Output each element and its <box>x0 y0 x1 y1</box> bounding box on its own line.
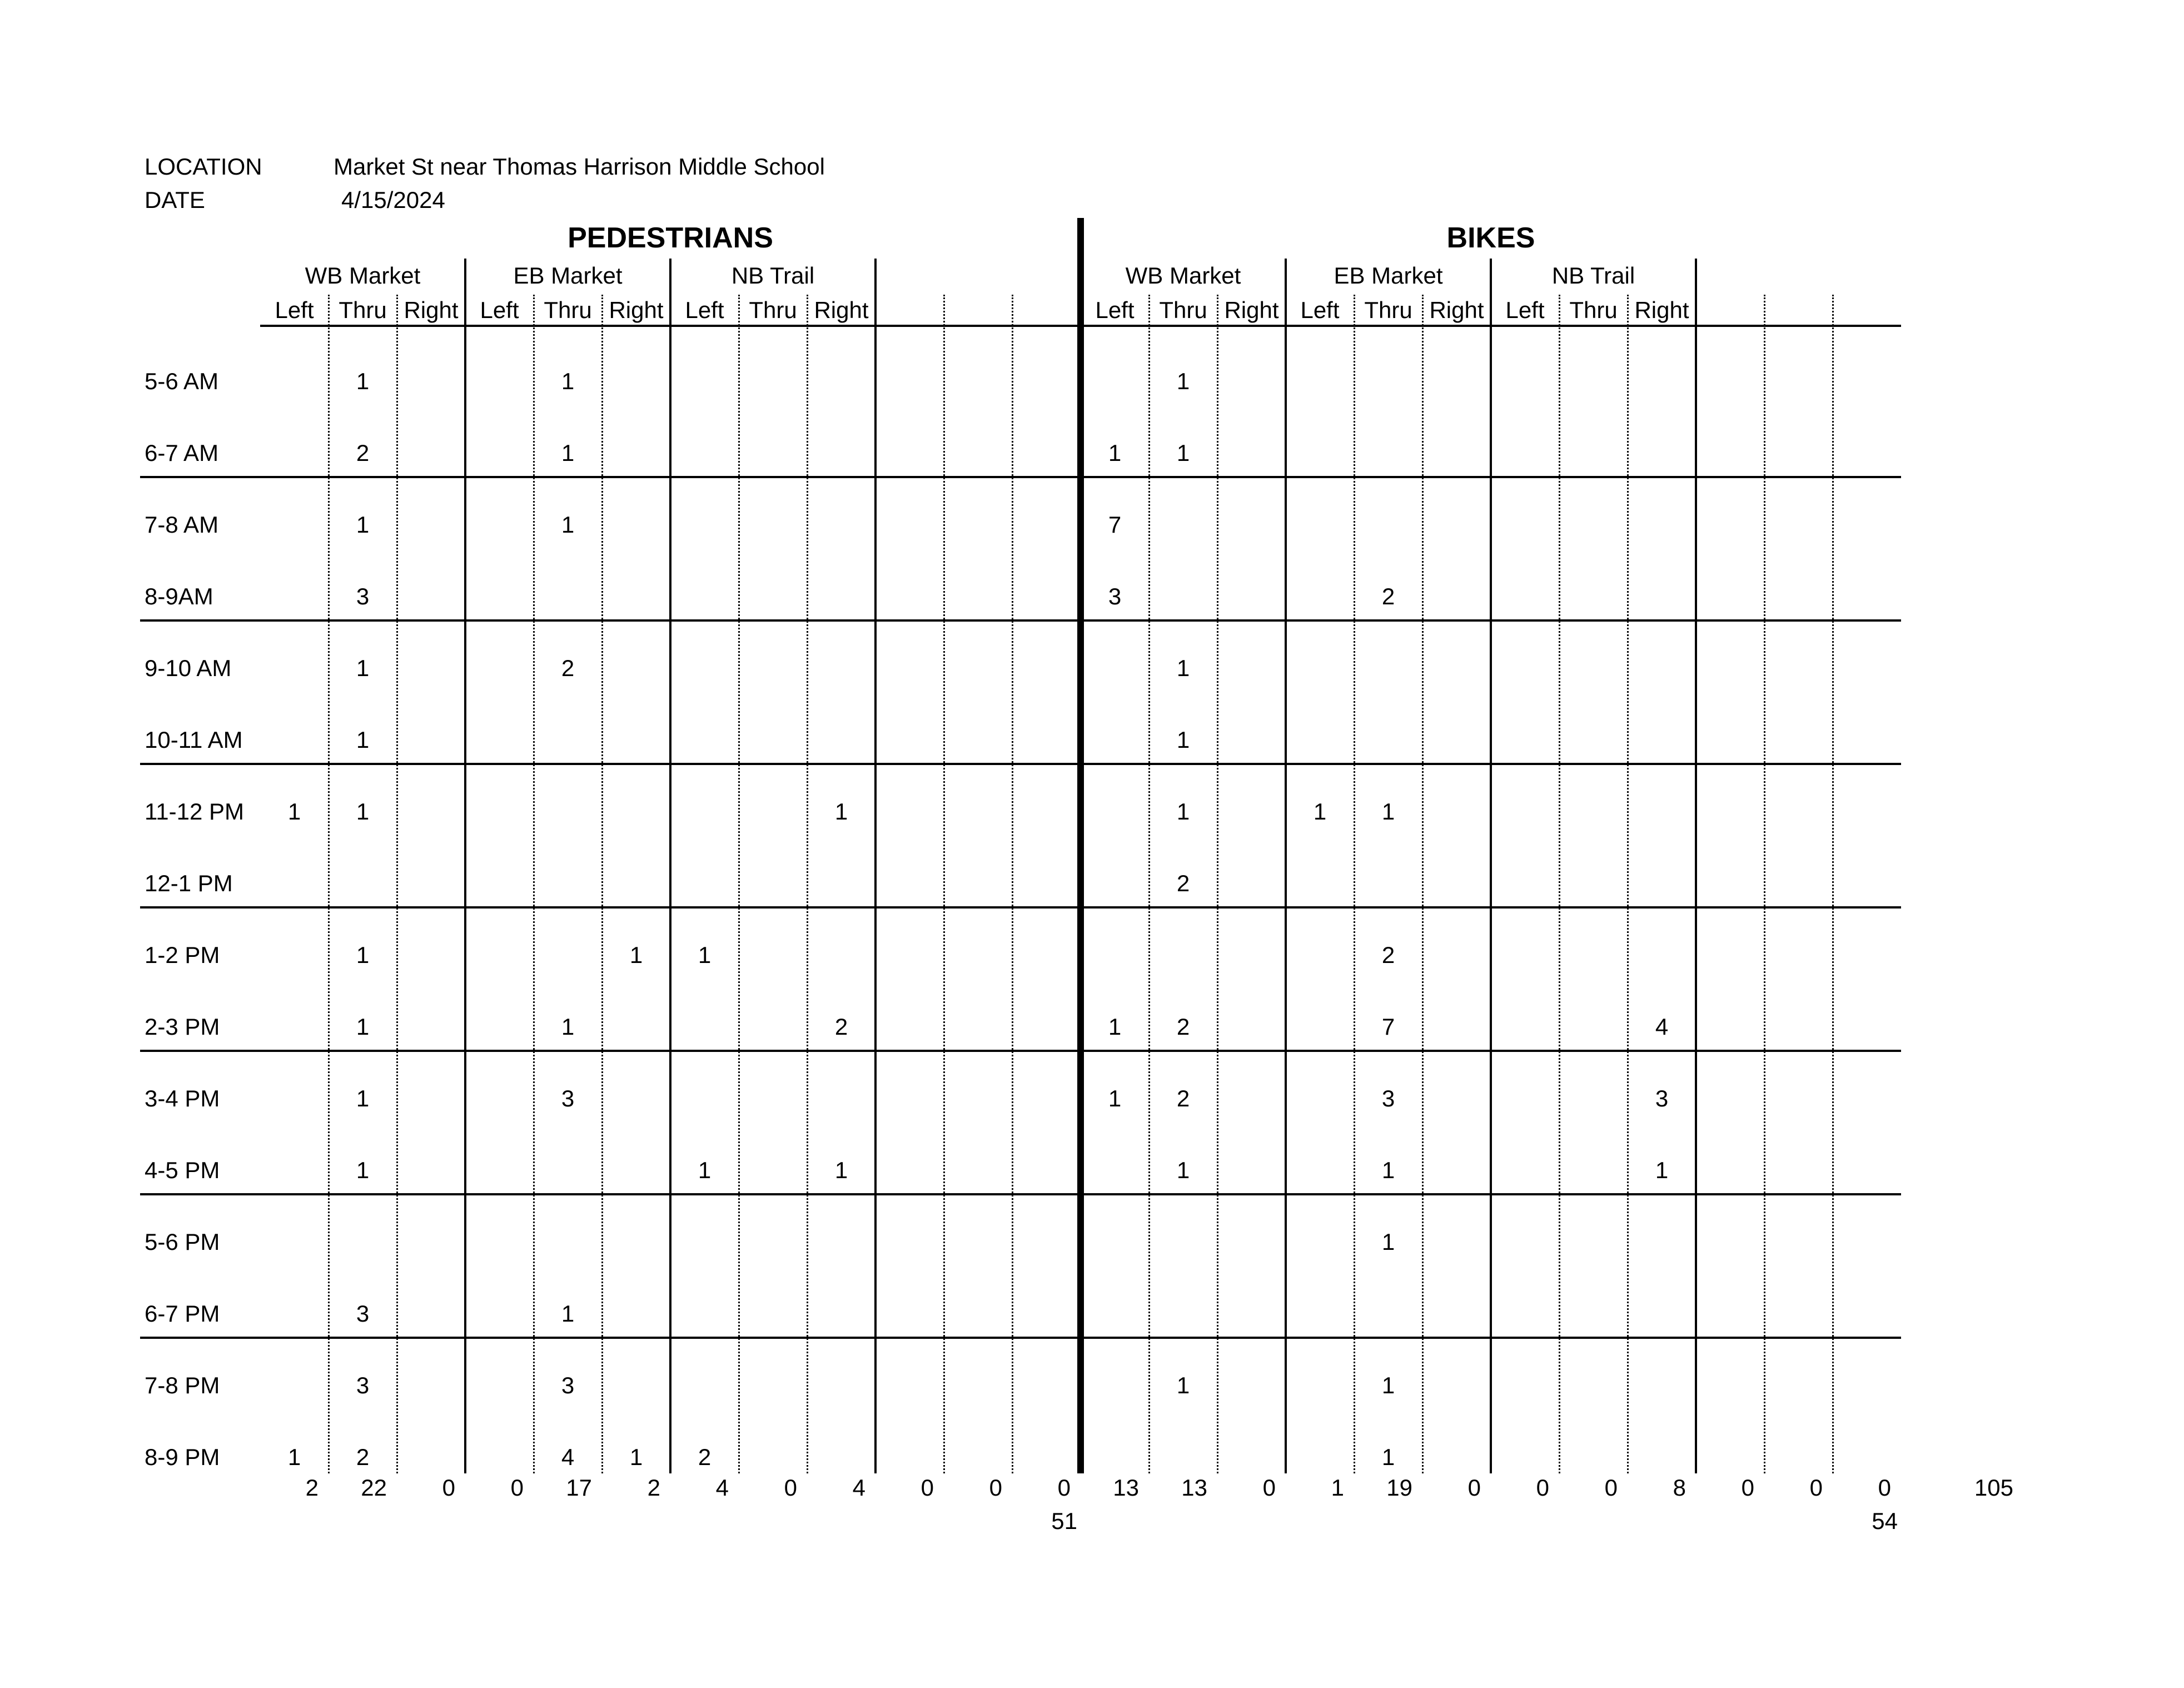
row-time-label: 9-10 AM <box>145 655 232 681</box>
count-cell: 1 <box>1176 727 1190 753</box>
column-total: 1 <box>1331 1474 1344 1501</box>
column-total: 0 <box>1057 1474 1071 1501</box>
column-total: 0 <box>442 1474 455 1501</box>
column-label: Left <box>1300 297 1340 323</box>
count-cell: 1 <box>356 368 370 394</box>
row-time-label: 6-7 AM <box>145 440 219 466</box>
count-cell: 1 <box>1381 1229 1395 1255</box>
column-label: Left <box>480 297 519 323</box>
column-label: Right <box>814 297 869 323</box>
count-cell: 1 <box>698 942 712 968</box>
column-total: 13 <box>1113 1474 1139 1501</box>
row-time-label: 8-9AM <box>145 583 213 609</box>
sub-column-divider <box>1012 295 1013 1473</box>
count-cell: 1 <box>1176 440 1190 466</box>
count-cell: 1 <box>561 1014 575 1040</box>
row-time-label: 2-3 PM <box>145 1014 220 1040</box>
count-cell: 1 <box>1381 1157 1395 1183</box>
pedestrians-subtotal: 51 <box>1051 1508 1077 1534</box>
count-cell: 3 <box>561 1372 575 1398</box>
row-time-label: 5-6 PM <box>145 1229 220 1255</box>
group-label: NB Trail <box>1551 262 1635 289</box>
column-total: 2 <box>305 1474 319 1501</box>
column-label: Right <box>1429 297 1484 323</box>
count-cell: 1 <box>561 368 575 394</box>
count-cell: 3 <box>561 1085 575 1111</box>
column-total: 0 <box>1741 1474 1754 1501</box>
column-total: 17 <box>566 1474 592 1501</box>
column-total: 19 <box>1386 1474 1412 1501</box>
location-value: Market St near Thomas Harrison Middle School <box>334 153 825 180</box>
column-total: 0 <box>921 1474 934 1501</box>
count-cell: 2 <box>698 1444 712 1470</box>
sub-column-divider <box>1764 295 1765 1473</box>
date-label: DATE <box>145 187 205 213</box>
count-cell: 1 <box>356 1157 370 1183</box>
row-time-label: 10-11 AM <box>145 727 243 753</box>
count-cell: 1 <box>834 1157 848 1183</box>
row-time-label: 3-4 PM <box>145 1085 220 1111</box>
column-total: 8 <box>1673 1474 1686 1501</box>
count-cell: 1 <box>1108 440 1122 466</box>
column-label: Left <box>685 297 724 323</box>
sub-column-divider <box>1354 295 1355 1473</box>
count-cell: 1 <box>698 1157 712 1183</box>
row-time-label: 1-2 PM <box>145 942 220 968</box>
count-cell: 1 <box>1108 1014 1122 1040</box>
count-cell: 1 <box>561 1300 575 1327</box>
count-cell: 1 <box>561 512 575 538</box>
count-cell: 2 <box>834 1014 848 1040</box>
count-cell: 2 <box>1381 583 1395 609</box>
column-label: Right <box>1224 297 1279 323</box>
group-label: WB Market <box>305 262 421 289</box>
column-total: 4 <box>852 1474 865 1501</box>
count-cell: 1 <box>356 1014 370 1040</box>
row-separator <box>140 1337 1901 1339</box>
count-cell: 3 <box>1655 1085 1669 1111</box>
column-total: 0 <box>989 1474 1002 1501</box>
group-divider <box>874 259 877 1473</box>
column-label: Thru <box>749 297 797 323</box>
row-time-label: 7-8 AM <box>145 512 219 538</box>
count-cell: 1 <box>356 655 370 681</box>
group-label: WB Market <box>1125 262 1241 289</box>
section-divider <box>1077 218 1084 1473</box>
sub-column-divider <box>943 295 945 1473</box>
column-total: 0 <box>510 1474 524 1501</box>
pedestrians-title: PEDESTRIANS <box>568 222 773 254</box>
column-total: 22 <box>361 1474 387 1501</box>
column-label: Thru <box>1364 297 1412 323</box>
group-divider <box>1695 259 1697 1473</box>
sub-column-divider <box>396 295 398 1473</box>
column-total: 2 <box>647 1474 660 1501</box>
sub-column-divider <box>1217 295 1218 1473</box>
count-cell: 1 <box>287 1444 301 1470</box>
count-cell: 1 <box>356 942 370 968</box>
sub-column-divider <box>533 295 535 1473</box>
count-cell: 7 <box>1381 1014 1395 1040</box>
count-cell: 1 <box>561 440 575 466</box>
group-divider <box>1490 259 1492 1473</box>
row-time-label: 11-12 PM <box>145 798 244 825</box>
count-cell: 2 <box>1176 1014 1190 1040</box>
count-cell: 1 <box>287 798 301 825</box>
count-cell: 3 <box>356 583 370 609</box>
column-total: 0 <box>1604 1474 1618 1501</box>
bikes-subtotal: 54 <box>1872 1508 1898 1534</box>
column-label: Left <box>275 297 314 323</box>
sub-column-divider <box>1627 295 1629 1473</box>
count-cell: 1 <box>356 798 370 825</box>
count-cell: 1 <box>629 1444 643 1470</box>
group-divider <box>1285 259 1287 1473</box>
count-cell: 4 <box>561 1444 575 1470</box>
count-cell: 1 <box>1381 798 1395 825</box>
grand-total: 105 <box>1974 1474 2013 1501</box>
column-total: 0 <box>1467 1474 1481 1501</box>
count-cell: 2 <box>1176 870 1190 896</box>
row-time-label: 8-9 PM <box>145 1444 220 1470</box>
count-cell: 1 <box>1176 1372 1190 1398</box>
group-label: NB Trail <box>731 262 815 289</box>
row-separator <box>140 906 1901 908</box>
sub-column-divider <box>1559 295 1560 1473</box>
column-total: 0 <box>1878 1474 1891 1501</box>
column-label: Left <box>1505 297 1545 323</box>
count-cell: 3 <box>1381 1085 1395 1111</box>
count-cell: 1 <box>1655 1157 1669 1183</box>
sub-column-divider <box>601 295 603 1473</box>
count-cell: 1 <box>1176 655 1190 681</box>
count-cell: 1 <box>1108 1085 1122 1111</box>
group-label: EB Market <box>1334 262 1443 289</box>
count-cell: 2 <box>356 1444 370 1470</box>
row-separator <box>140 763 1901 765</box>
count-cell: 4 <box>1655 1014 1669 1040</box>
column-label: Left <box>1095 297 1135 323</box>
count-cell: 1 <box>629 942 643 968</box>
column-total: 0 <box>1809 1474 1823 1501</box>
column-label: Right <box>609 297 664 323</box>
group-label: EB Market <box>513 262 623 289</box>
count-cell: 3 <box>356 1300 370 1327</box>
count-cell: 1 <box>1381 1444 1395 1470</box>
count-cell: 3 <box>356 1372 370 1398</box>
column-total: 4 <box>715 1474 729 1501</box>
count-cell: 3 <box>1108 583 1122 609</box>
count-cell: 2 <box>561 655 575 681</box>
row-time-label: 12-1 PM <box>145 870 233 896</box>
column-total: 0 <box>1536 1474 1549 1501</box>
row-time-label: 5-6 AM <box>145 368 219 394</box>
count-cell: 1 <box>1176 798 1190 825</box>
count-cell: 1 <box>356 1085 370 1111</box>
sub-column-divider <box>807 295 808 1473</box>
row-time-label: 7-8 PM <box>145 1372 220 1398</box>
count-cell: 1 <box>1176 1157 1190 1183</box>
count-cell: 1 <box>1381 1372 1395 1398</box>
row-time-label: 6-7 PM <box>145 1300 220 1327</box>
sub-column-divider <box>328 295 330 1473</box>
sub-column-divider <box>1422 295 1424 1473</box>
row-separator <box>140 619 1901 622</box>
count-cell: 1 <box>356 727 370 753</box>
column-total: 0 <box>1262 1474 1276 1501</box>
column-label: Thru <box>1569 297 1618 323</box>
count-cell: 1 <box>1313 798 1327 825</box>
location-label: LOCATION <box>145 153 262 180</box>
column-label: Thru <box>1159 297 1207 323</box>
row-time-label: 4-5 PM <box>145 1157 220 1183</box>
count-cell: 1 <box>834 798 848 825</box>
group-divider <box>669 259 671 1473</box>
column-total: 13 <box>1181 1474 1207 1501</box>
group-divider <box>464 259 466 1473</box>
row-separator <box>140 476 1901 478</box>
row-separator <box>140 1050 1901 1052</box>
count-cell: 2 <box>1176 1085 1190 1111</box>
sub-column-divider <box>1832 295 1834 1473</box>
count-cell: 7 <box>1108 512 1122 538</box>
sub-column-divider <box>1148 295 1150 1473</box>
column-label: Thru <box>339 297 387 323</box>
sub-column-divider <box>738 295 740 1473</box>
count-cell: 2 <box>1381 942 1395 968</box>
count-cell: 2 <box>356 440 370 466</box>
row-separator <box>140 1193 1901 1195</box>
date-value: 4/15/2024 <box>341 187 445 213</box>
column-label: Right <box>404 297 459 323</box>
column-total: 0 <box>784 1474 797 1501</box>
count-cell: 1 <box>356 512 370 538</box>
column-label: Thru <box>544 297 592 323</box>
column-label: Right <box>1634 297 1689 323</box>
bikes-title: BIKES <box>1446 222 1535 254</box>
count-cell: 1 <box>1176 368 1190 394</box>
